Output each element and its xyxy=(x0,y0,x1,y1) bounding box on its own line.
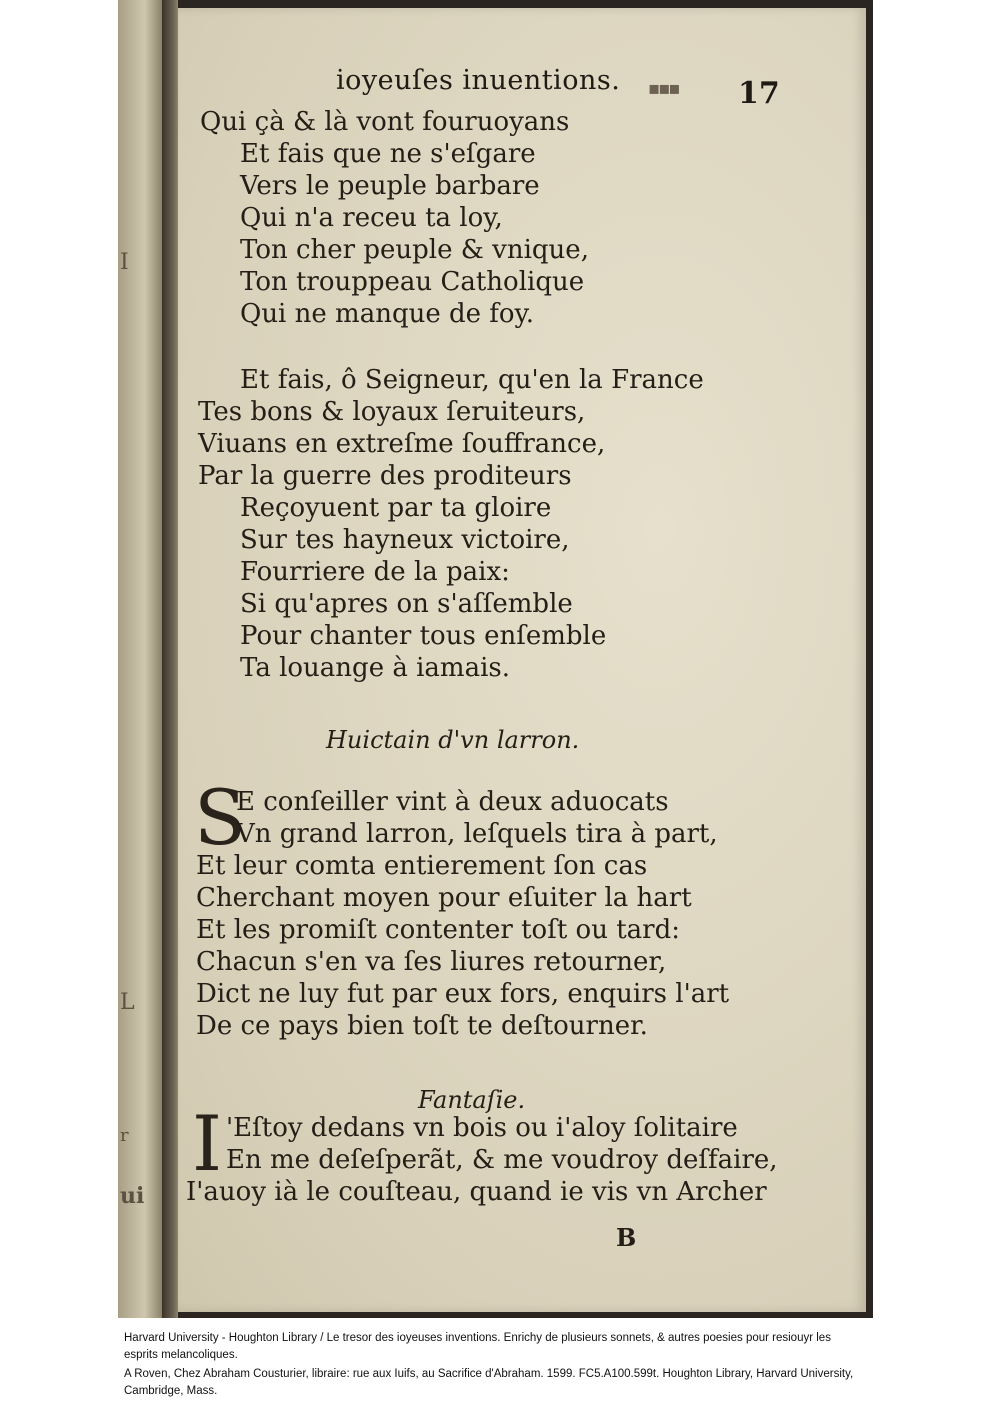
library-caption-line1: Harvard University - Houghton Library / Le tresor des ioyeuses inventions. Enrichy de plusieurs sonnets, & autres poesies pour resiouyr les esprits melancoliques. xyxy=(124,1332,831,1361)
library-caption-line2: A Roven, Chez Abraham Cousturier, libraire: rue aux Iuifs, au Sacrifice d'Abraham. 1599. FC5.A100.599t. Houghton Library, Harvard University, Cambridge, Mass. xyxy=(124,1368,854,1397)
drop-cap: I xyxy=(192,1099,223,1188)
poem-title: Fantaſie. xyxy=(418,1086,526,1114)
verse-line: Tes bons & loyaux ſeruiteurs, xyxy=(198,397,586,427)
verse-line: I'auoy ià le couſteau, quand ie vis vn Archer xyxy=(186,1177,767,1207)
verse-line: Vn grand larron, leſquels tira à part, xyxy=(236,819,718,849)
book-page xyxy=(178,8,866,1312)
verse-line: Qui ne manque de foy. xyxy=(240,299,535,329)
left-page-fragment: ui xyxy=(120,1183,145,1209)
verse-line: Sur tes hayneux victoire, xyxy=(240,525,570,555)
verse-line: Viuans en extreſme ſouffrance, xyxy=(198,429,606,459)
page-number: 17 xyxy=(738,76,780,111)
verse-line: 'Eſtoy dedans vn bois ou i'aloy ſolitaire xyxy=(226,1113,738,1143)
left-page-fragment: I xyxy=(120,250,129,275)
verse-line: Et leur comta entierement ſon cas xyxy=(196,851,648,881)
left-page-fragment: r xyxy=(120,1125,129,1146)
left-page-fragment: L xyxy=(120,990,135,1015)
book-gutter xyxy=(162,0,178,1318)
verse-line: Vers le peuple barbare xyxy=(240,171,540,201)
signature-mark: B xyxy=(616,1223,637,1252)
verse-line: Et fais que ne s'eſgare xyxy=(240,139,536,169)
verse-line: De ce pays bien toſt te deſtourner. xyxy=(196,1011,648,1041)
verse-line: E conſeiller vint à deux aduocats xyxy=(236,787,669,817)
poem-title: Huictain d'vn larron. xyxy=(326,726,580,754)
drop-cap: S xyxy=(194,773,247,862)
verse-line: Dict ne luy fut par eux fors, enquirs l'art xyxy=(196,979,730,1009)
verse-line: Qui çà & là vont fouruoyans xyxy=(200,107,570,137)
verse-line: Fourriere de la paix: xyxy=(240,557,510,587)
verse-line: En me deſeſperãt, & me voudroy deſfaire, xyxy=(226,1145,778,1175)
book-scan xyxy=(118,0,873,1318)
verse-line: Cherchant moyen pour eſuiter la hart xyxy=(196,883,692,913)
verse-line: Chacun s'en va ſes liures retourner, xyxy=(196,947,667,977)
verse-line: Par la guerre des proditeurs xyxy=(198,461,572,491)
left-page-edge xyxy=(118,0,162,1318)
verse-line: Pour chanter tous enſemble xyxy=(240,621,607,651)
verse-line: Qui n'a receu ta loy, xyxy=(240,203,503,233)
running-head: ioyeuſes inuentions. xyxy=(336,65,621,96)
verse-line: Si qu'apres on s'aſſemble xyxy=(240,589,573,619)
verse-line: Ton trouppeau Catholique xyxy=(240,267,585,297)
verse-line: Et fais, ô Seigneur, qu'en la France xyxy=(240,365,704,395)
ornament-mark: ▪▪▪ xyxy=(648,78,679,99)
verse-line: Reçoyuent par ta gloire xyxy=(240,493,552,523)
verse-line: Et les promiſt contenter toſt ou tard: xyxy=(196,915,680,945)
verse-line: Ta louange à iamais. xyxy=(240,653,511,683)
verse-line: Ton cher peuple & vnique, xyxy=(240,235,589,265)
